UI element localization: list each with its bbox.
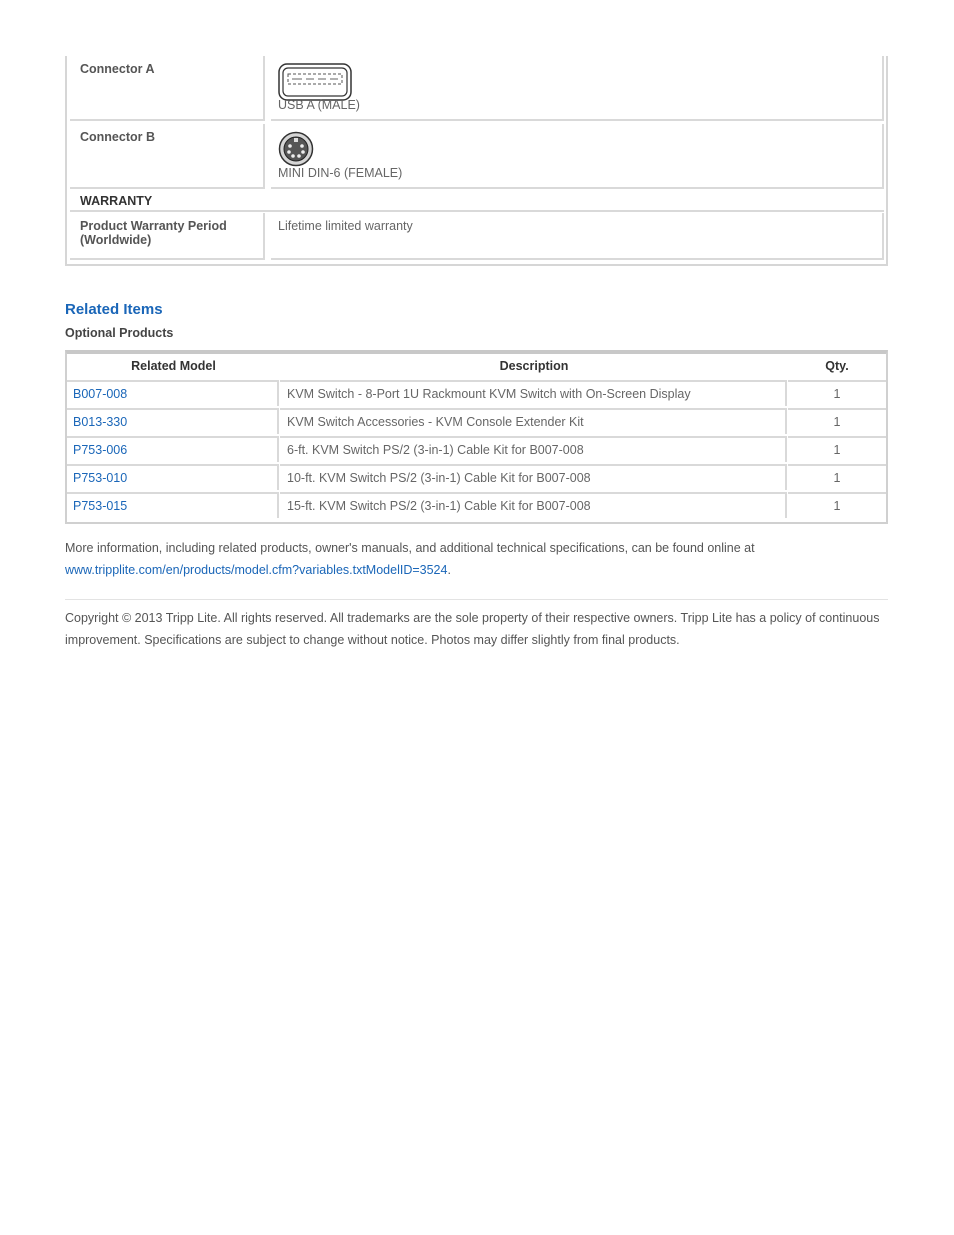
related-model-link[interactable]: B013-330 (67, 408, 279, 434)
column-header-qty: Qty. (825, 359, 849, 373)
connector-a-value: USB A (MALE) (278, 98, 360, 112)
product-page-link[interactable]: www.tripplite.com/en/products/model.cfm?variables.txtModelID=3524 (65, 563, 448, 577)
related-items-title: Related Items (65, 301, 163, 318)
related-description: KVM Switch Accessories - KVM Console Extender Kit (280, 408, 787, 434)
spec-table (65, 56, 888, 266)
spec-value: Lifetime limited warranty (271, 213, 884, 260)
spec-label: Connector B (70, 124, 265, 189)
copyright-notice: Copyright © 2013 Tripp Lite. All rights reserved. All trademarks are the sole property of their respective owners. Tripp Lite has a policy of continuous improvement. Specifications are subject to change without notice. Photos may differ slightly from final products. (65, 611, 880, 647)
divider (65, 599, 888, 600)
spec-label: Product Warranty Period (Worldwide) (70, 213, 265, 260)
related-model-link[interactable]: P753-006 (67, 436, 279, 462)
related-description: 6-ft. KVM Switch PS/2 (3-in-1) Cable Kit for B007-008 (280, 436, 787, 462)
more-info-text: More information, including related products, owner's manuals, and additional technical specifications, can be found online at (65, 541, 755, 555)
table-row (67, 380, 886, 408)
related-description: KVM Switch - 8-Port 1U Rackmount KVM Switch with On-Screen Display (280, 380, 787, 406)
spec-row-connector-a (70, 56, 884, 121)
related-qty: 1 (788, 408, 886, 434)
column-header-model: Related Model (131, 359, 216, 373)
table-row (67, 492, 886, 520)
related-model-link[interactable]: P753-010 (67, 464, 279, 490)
related-model-link[interactable]: P753-015 (67, 492, 279, 518)
connector-b-value: MINI DIN-6 (FEMALE) (278, 166, 403, 180)
column-header-description: Description (499, 359, 569, 373)
related-qty: 1 (788, 492, 886, 518)
related-description: 15-ft. KVM Switch PS/2 (3-in-1) Cable Kit for B007-008 (280, 492, 787, 518)
related-qty: 1 (788, 380, 886, 406)
related-description: 10-ft. KVM Switch PS/2 (3-in-1) Cable Kit for B007-008 (280, 464, 787, 490)
table-row (67, 408, 886, 436)
mini-din-6-connector-icon (278, 131, 314, 167)
optional-products-subtitle: Optional Products (65, 326, 174, 340)
spec-value (271, 56, 884, 121)
spec-row-connector-b (70, 124, 884, 189)
more-info-paragraph (65, 537, 888, 581)
related-qty: 1 (788, 464, 886, 490)
related-products-table (65, 350, 888, 524)
more-info-suffix: . (447, 563, 451, 577)
related-qty: 1 (788, 436, 886, 462)
related-model-link[interactable]: B007-008 (67, 380, 279, 406)
table-row (67, 436, 886, 464)
spec-label: Connector A (70, 56, 265, 121)
spec-value (271, 124, 884, 189)
spec-row-warranty-period (70, 213, 884, 260)
usb-a-connector-icon (278, 63, 352, 101)
warranty-section-heading: WARRANTY (70, 190, 884, 212)
table-row (67, 464, 886, 492)
